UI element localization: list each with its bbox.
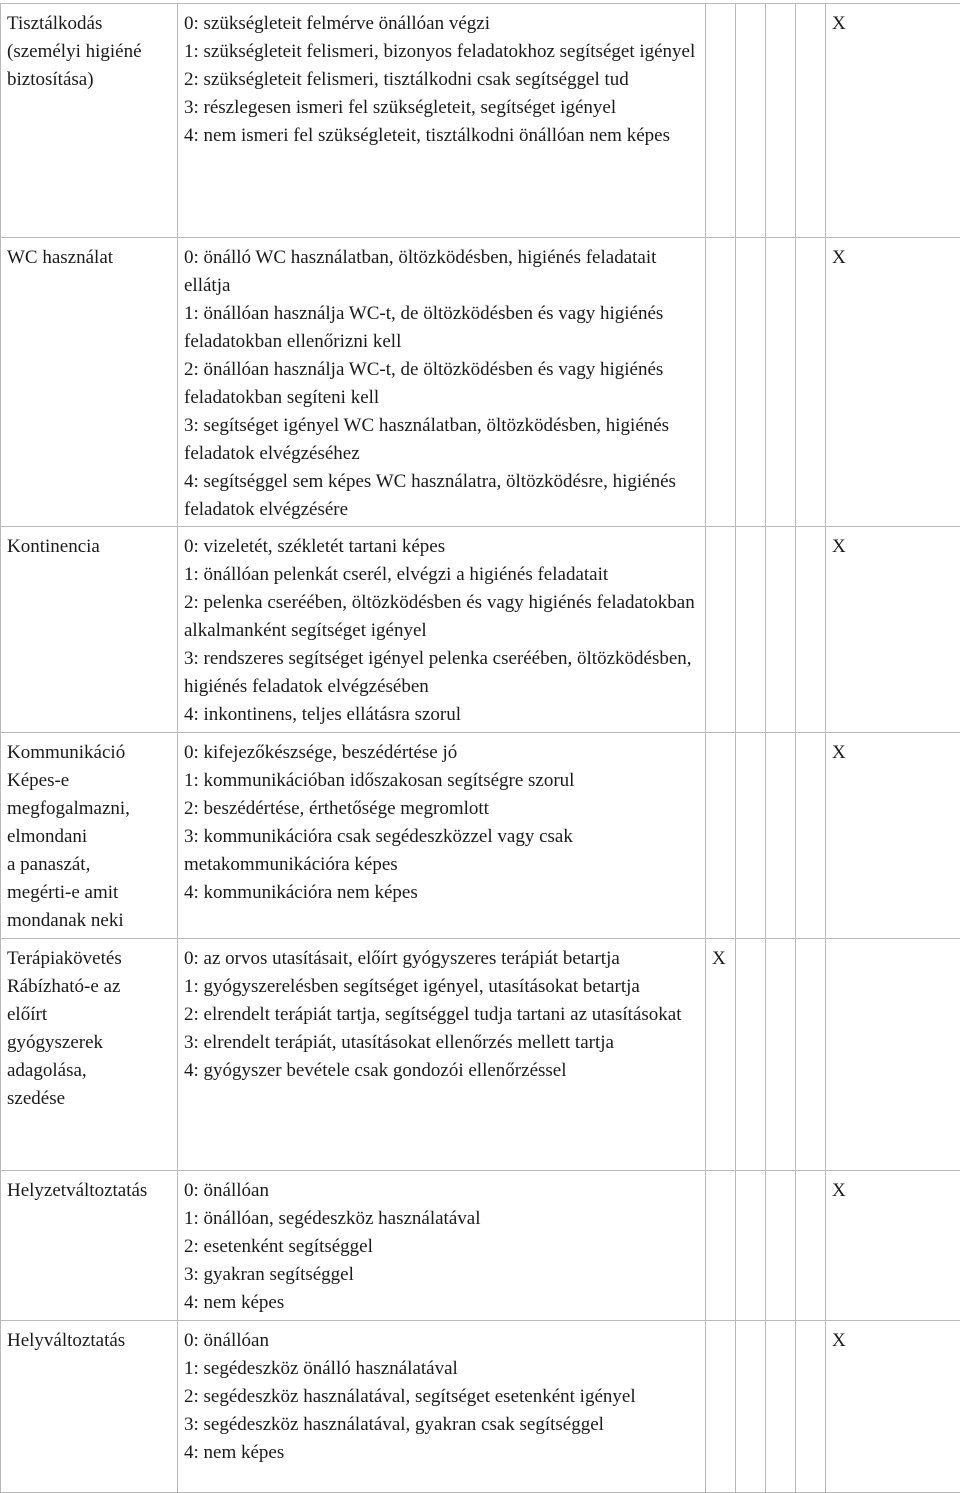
level-description: 4: segítséggel sem képes WC használatra, öltözködésre, higiénés feladatok elvégzésére bbox=[184, 468, 705, 524]
criterion-label-line: megérti-e amit bbox=[7, 879, 177, 907]
level-descriptions bbox=[178, 733, 706, 939]
criterion-label-line: Kommunikáció bbox=[7, 739, 177, 767]
level-description: 1: gyógyszerelésben segítséget igényel, utasításokat betartja bbox=[184, 973, 705, 1001]
criterion-label bbox=[1, 4, 178, 238]
level-description: 3: részlegesen ismeri fel szükségleteit, segítséget igényel bbox=[184, 94, 705, 122]
criterion-label-line: a panaszát, bbox=[7, 851, 177, 879]
level-descriptions bbox=[178, 4, 706, 238]
level-description: 0: önálló WC használatban, öltözködésben, higiénés feladatait ellátja bbox=[184, 244, 705, 300]
score-mark: X bbox=[712, 948, 726, 969]
level-description: 0: önállóan bbox=[184, 1327, 705, 1355]
criterion-label-line: elmondani bbox=[7, 823, 177, 851]
score-cell-4 bbox=[796, 939, 826, 1171]
score-mark: X bbox=[832, 1180, 846, 1201]
score-cell-5 bbox=[826, 1321, 960, 1493]
criterion-label bbox=[1, 527, 178, 733]
score-cell-2 bbox=[736, 527, 766, 733]
level-description: 4: gyógyszer bevétele csak gondozói ellenőrzéssel bbox=[184, 1057, 705, 1085]
level-description: 2: szükségleteit felismeri, tisztálkodni csak segítséggel tud bbox=[184, 66, 705, 94]
score-cell-2 bbox=[736, 1171, 766, 1321]
score-cell-4 bbox=[796, 4, 826, 238]
criterion-label-line: gyógyszerek bbox=[7, 1029, 177, 1057]
score-cell-1 bbox=[706, 733, 736, 939]
level-descriptions bbox=[178, 238, 706, 527]
score-mark: X bbox=[832, 247, 846, 268]
level-description: 1: önállóan használja WC-t, de öltözködésben és vagy higiénés feladatokban ellenőrizni kell bbox=[184, 300, 705, 356]
score-cell-2 bbox=[736, 1321, 766, 1493]
criterion-label bbox=[1, 1321, 178, 1493]
score-cell-5 bbox=[826, 733, 960, 939]
level-description: 2: esetenként segítséggel bbox=[184, 1233, 705, 1261]
score-cell-4 bbox=[796, 1321, 826, 1493]
level-description: 3: elrendelt terápiát, utasításokat ellenőrzés mellett tartja bbox=[184, 1029, 705, 1057]
level-description: 1: segédeszköz önálló használatával bbox=[184, 1355, 705, 1383]
level-description: 0: kifejezőkészsége, beszédértése jó bbox=[184, 739, 705, 767]
table-row bbox=[1, 4, 960, 238]
level-description: 1: önállóan, segédeszköz használatával bbox=[184, 1205, 705, 1233]
criterion-label-line: (személyi higiéné bbox=[7, 38, 177, 66]
level-description: 1: kommunikációban időszakosan segítségre szorul bbox=[184, 767, 705, 795]
score-cell-3 bbox=[766, 238, 796, 527]
criterion-label-line: Kontinencia bbox=[7, 533, 177, 561]
table-row bbox=[1, 1171, 960, 1321]
level-description: 4: nem ismeri fel szükségleteit, tisztálkodni önállóan nem képes bbox=[184, 122, 705, 150]
criterion-label-line: Helyzetváltoztatás bbox=[7, 1177, 177, 1205]
score-cell-5 bbox=[826, 4, 960, 238]
score-mark: X bbox=[832, 742, 846, 763]
level-description: 4: nem képes bbox=[184, 1289, 705, 1317]
criterion-label-line: megfogalmazni, bbox=[7, 795, 177, 823]
score-cell-4 bbox=[796, 1171, 826, 1321]
criterion-label-line: biztosítása) bbox=[7, 66, 177, 94]
level-description: 2: beszédértése, érthetősége megromlott bbox=[184, 795, 705, 823]
score-cell-3 bbox=[766, 733, 796, 939]
score-cell-3 bbox=[766, 1321, 796, 1493]
level-description: 0: az orvos utasításait, előírt gyógyszeres terápiát betartja bbox=[184, 945, 705, 973]
score-mark: X bbox=[832, 1330, 846, 1351]
table-row bbox=[1, 939, 960, 1171]
table-row bbox=[1, 733, 960, 939]
level-description: 2: önállóan használja WC-t, de öltözködésben és vagy higiénés feladatokban segíteni kell bbox=[184, 356, 705, 412]
score-cell-2 bbox=[736, 939, 766, 1171]
level-description: 1: szükségleteit felismeri, bizonyos feladatokhoz segítséget igényel bbox=[184, 38, 705, 66]
level-description: 4: inkontinens, teljes ellátásra szorul bbox=[184, 701, 705, 729]
table-row bbox=[1, 1321, 960, 1493]
level-description: 2: segédeszköz használatával, segítséget esetenként igényel bbox=[184, 1383, 705, 1411]
level-description: 3: segédeszköz használatával, gyakran csak segítséggel bbox=[184, 1411, 705, 1439]
score-cell-3 bbox=[766, 1171, 796, 1321]
assessment-table bbox=[0, 3, 960, 1493]
level-description: 3: segítséget igényel WC használatban, öltözködésben, higiénés feladatok elvégzéséhez bbox=[184, 412, 705, 468]
score-cell-2 bbox=[736, 733, 766, 939]
score-cell-1 bbox=[706, 1171, 736, 1321]
score-cell-4 bbox=[796, 733, 826, 939]
score-cell-4 bbox=[796, 238, 826, 527]
level-description: 4: nem képes bbox=[184, 1439, 705, 1467]
level-description: 3: rendszeres segítséget igényel pelenka cseréében, öltözködésben, higiénés feladatok elvégzésében bbox=[184, 645, 705, 701]
criterion-label-line: Rábízható-e az bbox=[7, 973, 177, 1001]
assessment-rows bbox=[1, 4, 960, 1493]
criterion-label bbox=[1, 238, 178, 527]
criterion-label-line: előírt bbox=[7, 1001, 177, 1029]
score-cell-1 bbox=[706, 4, 736, 238]
level-descriptions bbox=[178, 939, 706, 1171]
criterion-label-line: mondanak neki bbox=[7, 907, 177, 935]
score-mark: X bbox=[832, 13, 846, 34]
level-description: 0: vizeletét, székletét tartani képes bbox=[184, 533, 705, 561]
score-cell-5 bbox=[826, 238, 960, 527]
score-cell-1 bbox=[706, 238, 736, 527]
criterion-label-line: adagolása, bbox=[7, 1057, 177, 1085]
score-cell-1 bbox=[706, 1321, 736, 1493]
score-mark: X bbox=[832, 536, 846, 557]
score-cell-1 bbox=[706, 939, 736, 1171]
score-cell-2 bbox=[736, 238, 766, 527]
score-cell-4 bbox=[796, 527, 826, 733]
score-cell-3 bbox=[766, 939, 796, 1171]
criterion-label bbox=[1, 939, 178, 1171]
score-cell-5 bbox=[826, 1171, 960, 1321]
criterion-label-line: Tisztálkodás bbox=[7, 10, 177, 38]
criterion-label-line: Képes-e bbox=[7, 767, 177, 795]
level-description: 0: önállóan bbox=[184, 1177, 705, 1205]
criterion-label-line: szedése bbox=[7, 1085, 177, 1113]
table-row bbox=[1, 527, 960, 733]
level-description: 1: önállóan pelenkát cserél, elvégzi a higiénés feladatait bbox=[184, 561, 705, 589]
score-cell-3 bbox=[766, 527, 796, 733]
level-description: 2: elrendelt terápiát tartja, segítséggel tudja tartani az utasításokat bbox=[184, 1001, 705, 1029]
level-description: 2: pelenka cseréében, öltözködésben és vagy higiénés feladatokban alkalmanként segítséget igényel bbox=[184, 589, 705, 645]
level-descriptions bbox=[178, 1321, 706, 1493]
criterion-label bbox=[1, 733, 178, 939]
level-description: 3: kommunikációra csak segédeszközzel vagy csak metakommunikációra képes bbox=[184, 823, 705, 879]
level-descriptions bbox=[178, 527, 706, 733]
level-description: 0: szükségleteit felmérve önállóan végzi bbox=[184, 10, 705, 38]
score-cell-1 bbox=[706, 527, 736, 733]
level-description: 4: kommunikációra nem képes bbox=[184, 879, 705, 907]
criterion-label-line: WC használat bbox=[7, 244, 177, 272]
level-description: 3: gyakran segítséggel bbox=[184, 1261, 705, 1289]
criterion-label-line: Terápiakövetés bbox=[7, 945, 177, 973]
score-cell-3 bbox=[766, 4, 796, 238]
table-row bbox=[1, 238, 960, 527]
score-cell-5 bbox=[826, 939, 960, 1171]
score-cell-2 bbox=[736, 4, 766, 238]
criterion-label bbox=[1, 1171, 178, 1321]
criterion-label-line: Helyváltoztatás bbox=[7, 1327, 177, 1355]
score-cell-5 bbox=[826, 527, 960, 733]
level-descriptions bbox=[178, 1171, 706, 1321]
